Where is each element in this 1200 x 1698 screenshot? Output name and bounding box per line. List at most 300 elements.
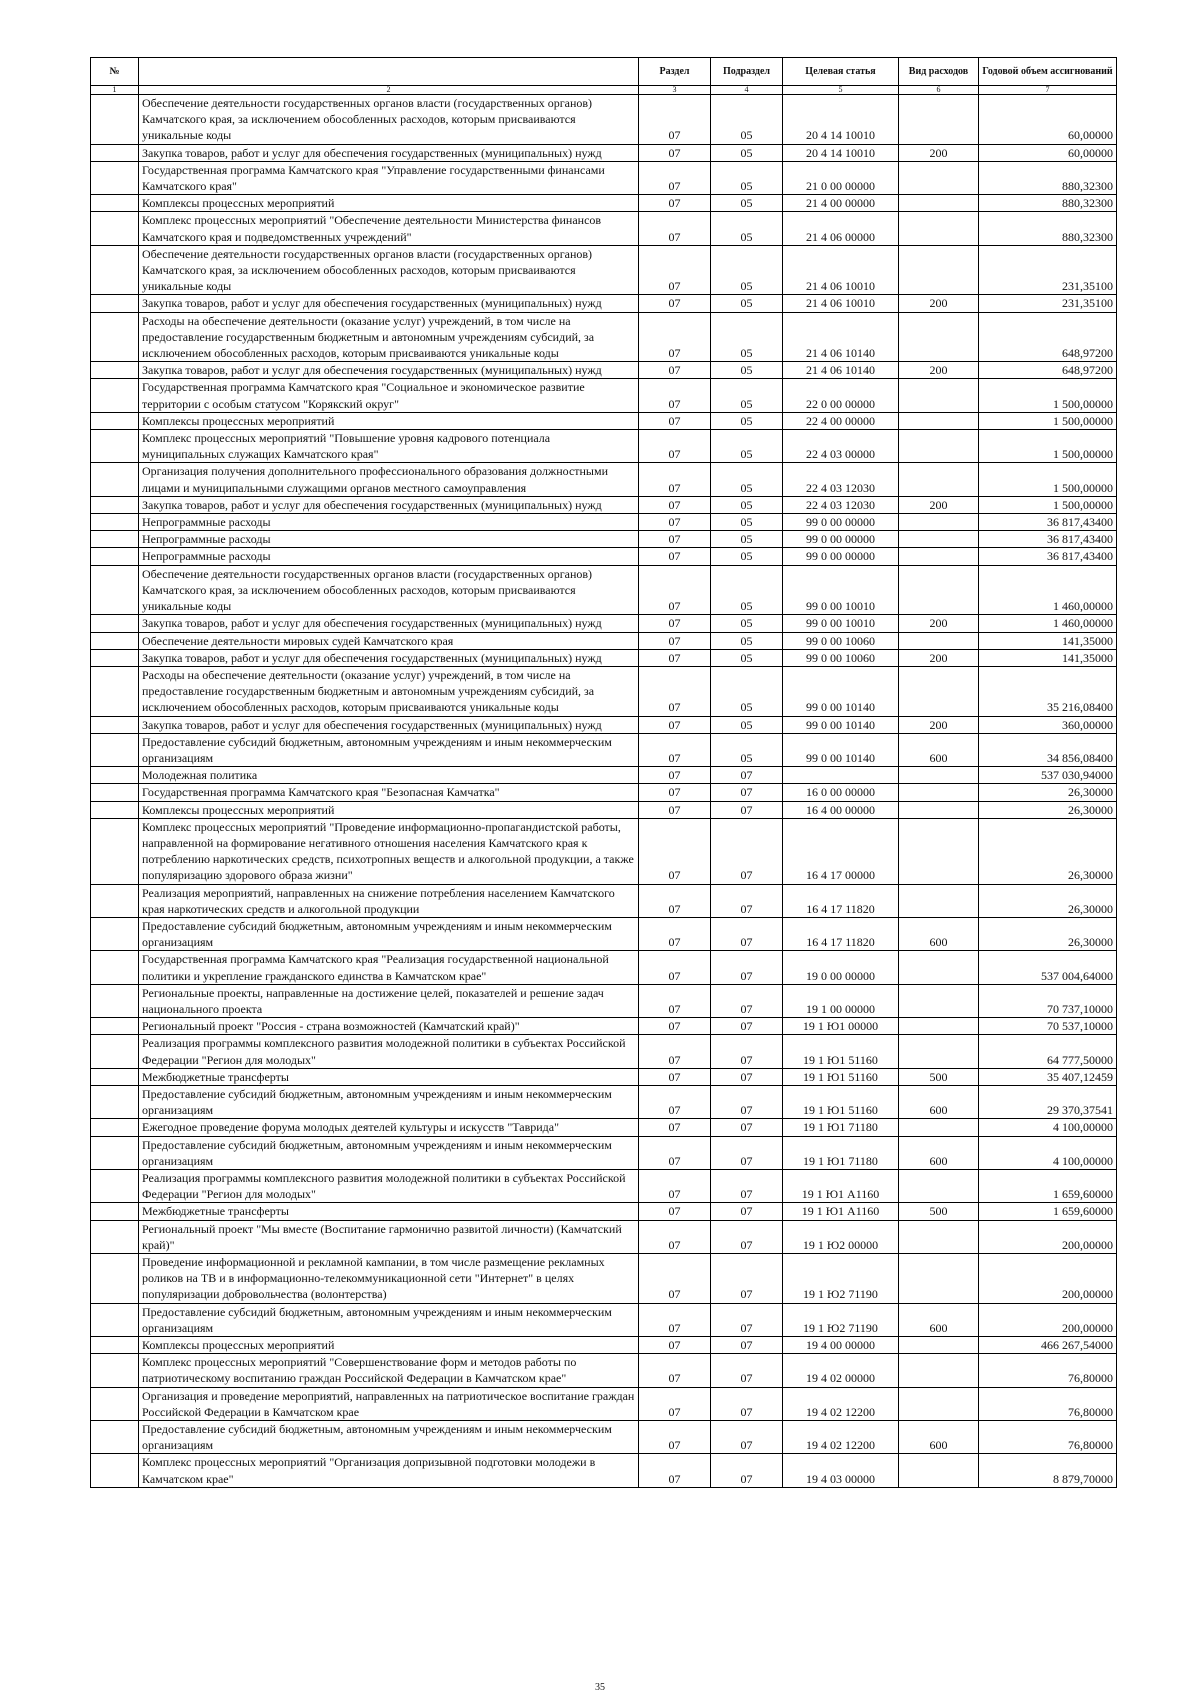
amount-cell: 1 460,00000	[979, 565, 1117, 615]
amount-cell: 76,80000	[979, 1387, 1117, 1420]
header-row	[91, 58, 1117, 86]
row-number-cell	[91, 1035, 139, 1068]
amount-cell: 36 817,43400	[979, 548, 1117, 565]
row-number-cell	[91, 666, 139, 716]
expense-name-cell: Обеспечение деятельности государственных органов власти (государственных органов) Камчатского края, за исключением обособленных расходов, которым присваиваются уникальные коды	[139, 245, 639, 295]
expense-type-cell	[899, 1119, 979, 1136]
row-number-cell	[91, 632, 139, 649]
target-article-cell: 99 0 00 10010	[783, 615, 899, 632]
section-cell: 07	[639, 430, 711, 463]
header-number: №	[91, 58, 139, 86]
expense-name-cell: Закупка товаров, работ и услуг для обеспечения государственных (муниципальных) нужд	[139, 496, 639, 513]
row-number-cell	[91, 1068, 139, 1085]
section-cell: 07	[639, 951, 711, 984]
section-cell: 07	[639, 531, 711, 548]
table-header	[91, 58, 1117, 95]
subsection-cell: 07	[711, 984, 783, 1017]
expense-name-cell: Межбюджетные трансферты	[139, 1203, 639, 1220]
subsection-cell: 07	[711, 784, 783, 801]
target-article-cell: 22 0 00 00000	[783, 379, 899, 412]
target-article-cell: 19 1 00 00000	[783, 984, 899, 1017]
expense-type-cell	[899, 984, 979, 1017]
target-article-cell: 22 4 03 12030	[783, 463, 899, 496]
column-index: 2	[139, 86, 639, 95]
subsection-cell: 07	[711, 1119, 783, 1136]
target-article-cell: 99 0 00 10060	[783, 649, 899, 666]
table-row	[91, 984, 1117, 1017]
expense-name-cell: Государственная программа Камчатского края "Социальное и экономическое развитие территории с особым статусом "Корякский округ"	[139, 379, 639, 412]
table-row	[91, 1254, 1117, 1304]
subsection-cell: 05	[711, 95, 783, 145]
table-row	[91, 430, 1117, 463]
expense-name-cell: Непрограммные расходы	[139, 548, 639, 565]
expense-type-cell	[899, 245, 979, 295]
section-cell: 07	[639, 463, 711, 496]
amount-cell: 26,30000	[979, 884, 1117, 917]
table-row	[91, 1035, 1117, 1068]
row-number-cell	[91, 1136, 139, 1169]
target-article-cell: 19 4 00 00000	[783, 1337, 899, 1354]
table-row	[91, 784, 1117, 801]
amount-cell: 35 216,08400	[979, 666, 1117, 716]
section-cell: 07	[639, 379, 711, 412]
column-index: 1	[91, 86, 139, 95]
row-number-cell	[91, 312, 139, 362]
amount-cell: 231,35100	[979, 245, 1117, 295]
subsection-cell: 07	[711, 951, 783, 984]
expense-name-cell: Обеспечение деятельности государственных органов власти (государственных органов) Камчатского края, за исключением обособленных расходов, которым присваиваются уникальные коды	[139, 95, 639, 145]
page-number: 35	[595, 1682, 605, 1693]
section-cell: 07	[639, 548, 711, 565]
table-row	[91, 1387, 1117, 1420]
amount-cell: 26,30000	[979, 784, 1117, 801]
table-row	[91, 951, 1117, 984]
subsection-cell: 07	[711, 917, 783, 950]
expense-type-cell	[899, 1454, 979, 1487]
target-article-cell: 19 4 02 12200	[783, 1421, 899, 1454]
expense-name-cell: Непрограммные расходы	[139, 531, 639, 548]
amount-cell: 537 004,64000	[979, 951, 1117, 984]
target-article-cell: 99 0 00 10140	[783, 666, 899, 716]
table-row	[91, 95, 1117, 145]
table-row	[91, 195, 1117, 212]
amount-cell: 35 407,12459	[979, 1068, 1117, 1085]
subsection-cell: 05	[711, 195, 783, 212]
subsection-cell: 07	[711, 1337, 783, 1354]
subsection-cell: 07	[711, 1085, 783, 1118]
amount-cell: 70 737,10000	[979, 984, 1117, 1017]
amount-cell: 880,32300	[979, 195, 1117, 212]
subsection-cell: 07	[711, 1068, 783, 1085]
table-row	[91, 615, 1117, 632]
table-row	[91, 379, 1117, 412]
target-article-cell: 19 4 02 12200	[783, 1387, 899, 1420]
expense-type-cell: 200	[899, 716, 979, 733]
amount-cell: 8 879,70000	[979, 1454, 1117, 1487]
target-article-cell	[783, 767, 899, 784]
section-cell: 07	[639, 1354, 711, 1387]
subsection-cell: 07	[711, 801, 783, 818]
subsection-cell: 07	[711, 1254, 783, 1304]
row-number-cell	[91, 716, 139, 733]
section-cell: 07	[639, 565, 711, 615]
table-row	[91, 531, 1117, 548]
expense-type-cell	[899, 767, 979, 784]
expense-name-cell: Реализация мероприятий, направленных на снижение потребления населением Камчатского края наркотических средств и алкогольной продукции	[139, 884, 639, 917]
target-article-cell: 16 4 00 00000	[783, 801, 899, 818]
expense-type-cell	[899, 1018, 979, 1035]
subsection-cell: 07	[711, 1018, 783, 1035]
table-row	[91, 649, 1117, 666]
table-row	[91, 917, 1117, 950]
expense-name-cell: Закупка товаров, работ и услуг для обеспечения государственных (муниципальных) нужд	[139, 295, 639, 312]
section-cell: 07	[639, 1254, 711, 1304]
row-number-cell	[91, 412, 139, 429]
table-row	[91, 1303, 1117, 1336]
table-row	[91, 1136, 1117, 1169]
expense-name-cell: Комплексы процессных мероприятий	[139, 1337, 639, 1354]
target-article-cell: 20 4 14 10010	[783, 144, 899, 161]
table-row	[91, 362, 1117, 379]
expense-name-cell: Предоставление субсидий бюджетным, автономным учреждениям и иным некоммерческим организациям	[139, 1085, 639, 1118]
target-article-cell: 99 0 00 00000	[783, 514, 899, 531]
table-row	[91, 144, 1117, 161]
table-row	[91, 548, 1117, 565]
target-article-cell: 21 4 06 10140	[783, 312, 899, 362]
amount-cell: 60,00000	[979, 144, 1117, 161]
expense-type-cell: 200	[899, 496, 979, 513]
table-row	[91, 1018, 1117, 1035]
amount-cell: 200,00000	[979, 1303, 1117, 1336]
section-cell: 07	[639, 649, 711, 666]
expense-name-cell: Реализация программы комплексного развития молодежной политики в субъектах Российской Федерации "Регион для молодых"	[139, 1170, 639, 1203]
target-article-cell: 99 0 00 10060	[783, 632, 899, 649]
target-article-cell: 19 1 Ю1 А1160	[783, 1170, 899, 1203]
header-target-article: Целевая статья	[783, 58, 899, 86]
row-number-cell	[91, 801, 139, 818]
expense-type-cell	[899, 1337, 979, 1354]
row-number-cell	[91, 161, 139, 194]
amount-cell: 1 659,60000	[979, 1170, 1117, 1203]
subsection-cell: 05	[711, 733, 783, 766]
subsection-cell: 05	[711, 430, 783, 463]
subsection-cell: 07	[711, 884, 783, 917]
expense-name-cell: Закупка товаров, работ и услуг для обеспечения государственных (муниципальных) нужд	[139, 716, 639, 733]
row-number-cell	[91, 1303, 139, 1336]
expense-type-cell: 600	[899, 1421, 979, 1454]
subsection-cell: 05	[711, 362, 783, 379]
section-cell: 07	[639, 1387, 711, 1420]
header-section: Раздел	[639, 58, 711, 86]
expense-name-cell: Региональный проект "Мы вместе (Воспитание гармонично развитой личности) (Камчатский край)"	[139, 1220, 639, 1253]
expense-name-cell: Государственная программа Камчатского края "Безопасная Камчатка"	[139, 784, 639, 801]
target-article-cell: 19 4 03 00000	[783, 1454, 899, 1487]
expense-name-cell: Обеспечение деятельности мировых судей Камчатского края	[139, 632, 639, 649]
row-number-cell	[91, 1220, 139, 1253]
target-article-cell: 99 0 00 10140	[783, 733, 899, 766]
row-number-cell	[91, 548, 139, 565]
row-number-cell	[91, 1119, 139, 1136]
section-cell: 07	[639, 984, 711, 1017]
section-cell: 07	[639, 412, 711, 429]
expense-name-cell: Предоставление субсидий бюджетным, автономным учреждениям и иным некоммерческим организациям	[139, 1303, 639, 1336]
row-number-cell	[91, 144, 139, 161]
section-cell: 07	[639, 784, 711, 801]
amount-cell: 880,32300	[979, 161, 1117, 194]
section-cell: 07	[639, 733, 711, 766]
row-number-cell	[91, 212, 139, 245]
target-article-cell: 20 4 14 10010	[783, 95, 899, 145]
subsection-cell: 05	[711, 144, 783, 161]
target-article-cell: 21 4 06 00000	[783, 212, 899, 245]
expense-name-cell: Государственная программа Камчатского края "Управление государственными финансами Камчатского края"	[139, 161, 639, 194]
amount-cell: 36 817,43400	[979, 531, 1117, 548]
expense-type-cell	[899, 195, 979, 212]
section-cell: 07	[639, 212, 711, 245]
target-article-cell: 19 1 Ю2 71190	[783, 1254, 899, 1304]
section-cell: 07	[639, 144, 711, 161]
target-article-cell: 21 4 00 00000	[783, 195, 899, 212]
expense-type-cell	[899, 1254, 979, 1304]
expense-type-cell: 600	[899, 1085, 979, 1118]
target-article-cell: 19 1 Ю1 71180	[783, 1119, 899, 1136]
amount-cell: 26,30000	[979, 818, 1117, 884]
table-row	[91, 716, 1117, 733]
header-annual-amount: Годовой объем ассигнований	[979, 58, 1117, 86]
subsection-cell: 07	[711, 1303, 783, 1336]
amount-cell: 76,80000	[979, 1354, 1117, 1387]
table-body	[91, 95, 1117, 1488]
expense-type-cell	[899, 548, 979, 565]
expense-name-cell: Реализация программы комплексного развития молодежной политики в субъектах Российской Федерации "Регион для молодых"	[139, 1035, 639, 1068]
section-cell: 07	[639, 1068, 711, 1085]
expense-type-cell	[899, 818, 979, 884]
row-number-cell	[91, 531, 139, 548]
section-cell: 07	[639, 1085, 711, 1118]
row-number-cell	[91, 565, 139, 615]
table-row	[91, 161, 1117, 194]
row-number-cell	[91, 1018, 139, 1035]
expense-type-cell	[899, 95, 979, 145]
expense-type-cell: 200	[899, 362, 979, 379]
target-article-cell: 22 4 00 00000	[783, 412, 899, 429]
expense-name-cell: Закупка товаров, работ и услуг для обеспечения государственных (муниципальных) нужд	[139, 362, 639, 379]
subsection-cell: 07	[711, 1220, 783, 1253]
section-cell: 07	[639, 95, 711, 145]
row-number-cell	[91, 1203, 139, 1220]
row-number-cell	[91, 1454, 139, 1487]
row-number-cell	[91, 1337, 139, 1354]
row-number-cell	[91, 784, 139, 801]
expense-type-cell	[899, 379, 979, 412]
expense-name-cell: Предоставление субсидий бюджетным, автономным учреждениям и иным некоммерческим организациям	[139, 733, 639, 766]
expense-type-cell	[899, 212, 979, 245]
expense-type-cell	[899, 463, 979, 496]
amount-cell: 64 777,50000	[979, 1035, 1117, 1068]
row-number-cell	[91, 1254, 139, 1304]
target-article-cell: 19 4 02 00000	[783, 1354, 899, 1387]
subsection-cell: 05	[711, 379, 783, 412]
subsection-cell: 05	[711, 312, 783, 362]
amount-cell: 537 030,94000	[979, 767, 1117, 784]
expense-type-cell: 500	[899, 1203, 979, 1220]
table-row	[91, 496, 1117, 513]
expense-name-cell: Расходы на обеспечение деятельности (оказание услуг) учреждений, в том числе на предоставление государственным бюджетным и автономным учреждениям субсидий, за исключением обособленных расходов, которым присваиваются уникальные коды	[139, 666, 639, 716]
row-number-cell	[91, 496, 139, 513]
section-cell: 07	[639, 767, 711, 784]
target-article-cell: 21 4 06 10140	[783, 362, 899, 379]
section-cell: 07	[639, 666, 711, 716]
header-name	[139, 58, 639, 86]
expense-type-cell	[899, 531, 979, 548]
expense-type-cell	[899, 1387, 979, 1420]
expense-name-cell: Межбюджетные трансферты	[139, 1068, 639, 1085]
header-expense-type: Вид расходов	[899, 58, 979, 86]
table-row	[91, 1119, 1117, 1136]
expense-name-cell: Региональный проект "Россия - страна возможностей (Камчатский край)"	[139, 1018, 639, 1035]
amount-cell: 1 460,00000	[979, 615, 1117, 632]
expense-name-cell: Проведение информационной и рекламной кампании, в том числе размещение рекламных роликов на ТВ и в информационно-телекоммуникационной сети "Интернет" в целях популяризации добровольчества (волонтерства)	[139, 1254, 639, 1304]
row-number-cell	[91, 245, 139, 295]
subsection-cell: 05	[711, 548, 783, 565]
expense-type-cell	[899, 312, 979, 362]
amount-cell: 1 659,60000	[979, 1203, 1117, 1220]
expense-name-cell: Предоставление субсидий бюджетным, автономным учреждениям и иным некоммерческим организациям	[139, 917, 639, 950]
table-row	[91, 1337, 1117, 1354]
amount-cell: 76,80000	[979, 1421, 1117, 1454]
column-index: 7	[979, 86, 1117, 95]
expense-name-cell: Предоставление субсидий бюджетным, автономным учреждениям и иным некоммерческим организациям	[139, 1421, 639, 1454]
amount-cell: 34 856,08400	[979, 733, 1117, 766]
target-article-cell: 19 1 Ю1 51160	[783, 1035, 899, 1068]
amount-cell: 466 267,54000	[979, 1337, 1117, 1354]
expense-name-cell: Региональные проекты, направленные на достижение целей, показателей и решение задач национального проекта	[139, 984, 639, 1017]
target-article-cell: 19 1 Ю1 51160	[783, 1085, 899, 1118]
section-cell: 07	[639, 245, 711, 295]
expense-type-cell: 200	[899, 144, 979, 161]
subsection-cell: 05	[711, 514, 783, 531]
expense-name-cell: Комплекс процессных мероприятий "Проведение информационно-пропагандистской работы, направленной на формирование негативного отношения населения Камчатского края к потреблению наркотических средств, психотропных веществ и алкогольной продукции, а также популяризацию здорового образа жизни"	[139, 818, 639, 884]
target-article-cell: 21 4 06 10010	[783, 245, 899, 295]
table-row	[91, 312, 1117, 362]
target-article-cell: 19 1 Ю2 00000	[783, 1220, 899, 1253]
table-row	[91, 565, 1117, 615]
expense-type-cell	[899, 1170, 979, 1203]
expense-type-cell	[899, 801, 979, 818]
expense-name-cell: Закупка товаров, работ и услуг для обеспечения государственных (муниципальных) нужд	[139, 649, 639, 666]
row-number-cell	[91, 818, 139, 884]
target-article-cell: 21 0 00 00000	[783, 161, 899, 194]
amount-cell: 26,30000	[979, 801, 1117, 818]
target-article-cell: 22 4 03 00000	[783, 430, 899, 463]
subsection-cell: 05	[711, 666, 783, 716]
expense-type-cell: 600	[899, 1303, 979, 1336]
amount-cell: 231,35100	[979, 295, 1117, 312]
table-row	[91, 295, 1117, 312]
subsection-cell: 05	[711, 295, 783, 312]
row-number-cell	[91, 463, 139, 496]
amount-cell: 141,35000	[979, 632, 1117, 649]
amount-cell: 60,00000	[979, 95, 1117, 145]
section-cell: 07	[639, 1303, 711, 1336]
subsection-cell: 05	[711, 463, 783, 496]
expense-type-cell: 200	[899, 295, 979, 312]
section-cell: 07	[639, 496, 711, 513]
expense-type-cell	[899, 951, 979, 984]
column-index-row	[91, 86, 1117, 95]
amount-cell: 200,00000	[979, 1220, 1117, 1253]
table-row	[91, 1421, 1117, 1454]
amount-cell: 1 500,00000	[979, 496, 1117, 513]
expense-type-cell	[899, 884, 979, 917]
row-number-cell	[91, 733, 139, 766]
target-article-cell: 99 0 00 00000	[783, 548, 899, 565]
column-index: 6	[899, 86, 979, 95]
amount-cell: 26,30000	[979, 917, 1117, 950]
table-row	[91, 1170, 1117, 1203]
target-article-cell: 22 4 03 12030	[783, 496, 899, 513]
expense-name-cell: Непрограммные расходы	[139, 514, 639, 531]
expense-name-cell: Организация и проведение мероприятий, направленных на патриотическое воспитание граждан Российской Федерации в Камчатском крае	[139, 1387, 639, 1420]
expense-name-cell: Комплексы процессных мероприятий	[139, 801, 639, 818]
expense-name-cell: Комплекс процессных мероприятий "Обеспечение деятельности Министерства финансов Камчатского края и подведомственных учреждений"	[139, 212, 639, 245]
target-article-cell: 19 1 Ю1 71180	[783, 1136, 899, 1169]
table-row	[91, 1220, 1117, 1253]
table-row	[91, 1203, 1117, 1220]
expense-type-cell	[899, 412, 979, 429]
target-article-cell: 16 4 17 11820	[783, 884, 899, 917]
target-article-cell: 19 1 Ю1 51160	[783, 1068, 899, 1085]
section-cell: 07	[639, 1220, 711, 1253]
section-cell: 07	[639, 1454, 711, 1487]
row-number-cell	[91, 1170, 139, 1203]
expense-type-cell: 600	[899, 733, 979, 766]
expense-name-cell: Ежегодное проведение форума молодых деятелей культуры и искусств "Таврида"	[139, 1119, 639, 1136]
target-article-cell: 19 0 00 00000	[783, 951, 899, 984]
row-number-cell	[91, 767, 139, 784]
section-cell: 07	[639, 716, 711, 733]
subsection-cell: 07	[711, 767, 783, 784]
table-row	[91, 818, 1117, 884]
amount-cell: 4 100,00000	[979, 1136, 1117, 1169]
row-number-cell	[91, 1354, 139, 1387]
target-article-cell: 99 0 00 00000	[783, 531, 899, 548]
expense-name-cell: Комплекс процессных мероприятий "Организация допризывной подготовки молодежи в Камчатском крае"	[139, 1454, 639, 1487]
subsection-cell: 07	[711, 1170, 783, 1203]
header-subsection: Подраздел	[711, 58, 783, 86]
expense-name-cell: Государственная программа Камчатского края "Реализация государственной национальной политики и укрепление гражданского единства в Камчатском крае"	[139, 951, 639, 984]
row-number-cell	[91, 1387, 139, 1420]
table-row	[91, 1068, 1117, 1085]
column-index: 4	[711, 86, 783, 95]
amount-cell: 29 370,37541	[979, 1085, 1117, 1118]
subsection-cell: 05	[711, 412, 783, 429]
table-row	[91, 1085, 1117, 1118]
expense-name-cell: Организация получения дополнительного профессионального образования должностными лицами и муниципальными служащими органов местного самоуправления	[139, 463, 639, 496]
row-number-cell	[91, 430, 139, 463]
expense-type-cell	[899, 784, 979, 801]
section-cell: 07	[639, 362, 711, 379]
row-number-cell	[91, 1421, 139, 1454]
subsection-cell: 05	[711, 649, 783, 666]
subsection-cell: 07	[711, 818, 783, 884]
section-cell: 07	[639, 312, 711, 362]
expense-type-cell	[899, 1220, 979, 1253]
row-number-cell	[91, 884, 139, 917]
table-row	[91, 767, 1117, 784]
column-index: 3	[639, 86, 711, 95]
subsection-cell: 07	[711, 1354, 783, 1387]
